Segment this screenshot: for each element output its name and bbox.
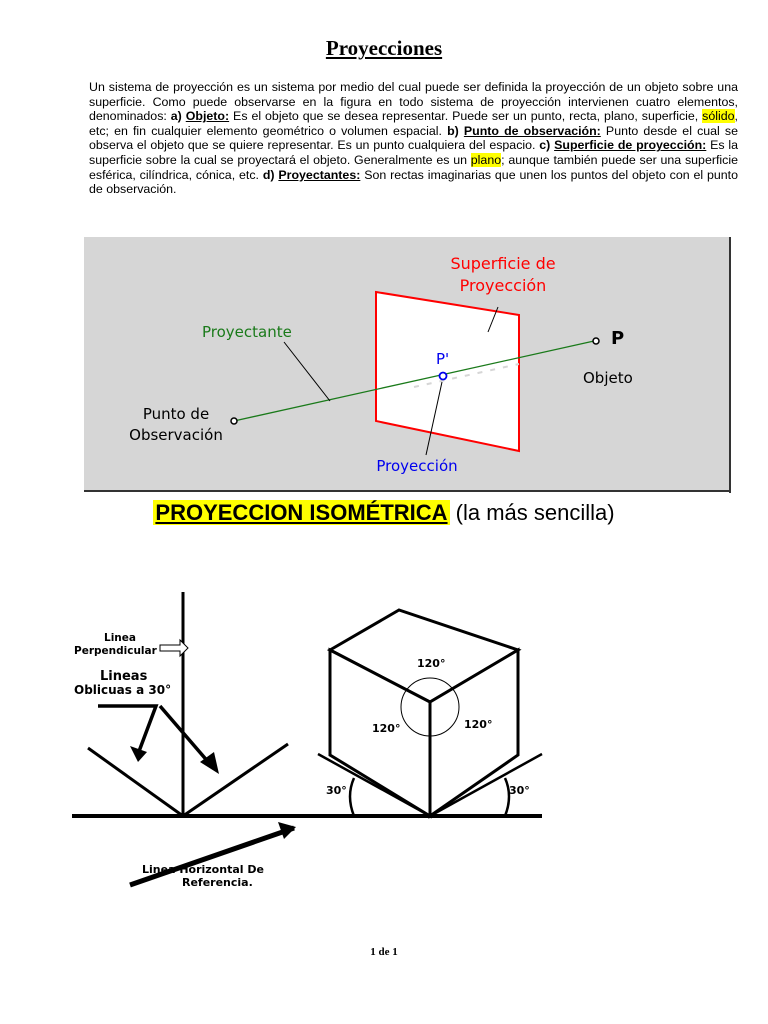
label-lineas-obl-2: Oblicuas a 30°: [74, 683, 172, 697]
highlight-solido: sólido: [702, 109, 735, 124]
label-angle-30-left: 30°: [326, 784, 347, 797]
page-title: Proyecciones: [325, 36, 443, 60]
intro-text-2: Es el objeto que se desea representar. Puede ser un punto, recta, plano, superficie,: [229, 109, 703, 124]
label-angle-30-right: 30°: [509, 784, 530, 797]
label-linea-perp-1: Linea: [104, 632, 136, 644]
item-d-label: d): [262, 167, 279, 182]
label-angle-left: 120°: [372, 722, 401, 735]
label-linea-horiz-1: Linea Horizontal De: [142, 863, 264, 876]
intro-text-4: Punto desde el cual se observa el objeto que se quiere representar. Es un punto cualquiera del espacio.: [89, 123, 738, 153]
item-c-label: c): [539, 138, 555, 153]
label-proyeccion: Proyección: [376, 457, 458, 475]
label-punto-line2: Observación: [129, 426, 223, 444]
object-point-marker: [593, 338, 599, 344]
label-linea-horiz-2: Referencia.: [182, 876, 253, 889]
label-objeto: Objeto: [583, 369, 633, 387]
item-a-term: Objeto:: [185, 109, 230, 124]
label-p-prime: P': [436, 350, 450, 368]
item-d-term: Proyectantes:: [278, 167, 361, 182]
label-angle-top: 120°: [417, 657, 446, 670]
intro-text-7: Son rectas imaginarias que unen los puntos del objeto con el punto de observación.: [89, 167, 738, 197]
intro-text-5: Es la superficie sobre la cual se proyectará el objeto. Generalmente es un: [89, 138, 739, 167]
intro-paragraph: [89, 80, 738, 197]
label-lineas-obl-1: Lineas: [100, 669, 148, 684]
isometric-heading-rest: (la más sencilla): [449, 500, 615, 525]
label-p: P: [611, 328, 625, 349]
isometric-heading: [0, 500, 768, 526]
label-superficie-line1: Superficie de: [450, 254, 556, 273]
label-linea-perp-2: Perpendicular: [74, 645, 157, 657]
label-superficie-line2: Proyección: [459, 276, 547, 295]
item-b-term: Punto de observación:: [463, 123, 601, 138]
page-number: 1 de 1: [370, 946, 398, 958]
isometric-diagram: [72, 530, 547, 930]
projection-point-marker: [440, 373, 447, 380]
observation-point-marker: [231, 418, 237, 424]
isometric-heading-highlight: PROYECCION ISOMÉTRICA: [155, 500, 448, 525]
intro-text-3: , etc; en fin cualquier elemento geométrico o volumen espacial.: [89, 109, 738, 138]
intro-text-6: ; aunque también puede ser una superficie esférica, cilíndrica, cónica, etc.: [89, 152, 738, 182]
intro-text-1: Un sistema de proyección es un sistema por medio del cual puede ser definida la proyección de un objeto sobre una superficie. Como puede observarse en la figura en todo sistema de proyección intervienen cuatro elementos, denominados:: [89, 80, 738, 124]
item-b-label: b): [447, 123, 464, 138]
label-angle-right: 120°: [464, 718, 493, 731]
label-punto-line1: Punto de: [142, 405, 210, 423]
highlight-plano: plano: [470, 152, 502, 167]
item-c-term: Superficie de proyección:: [554, 138, 707, 153]
projection-system-diagram: [84, 237, 736, 494]
label-proyectante: Proyectante: [202, 323, 292, 341]
item-a-label: a): [170, 109, 186, 124]
